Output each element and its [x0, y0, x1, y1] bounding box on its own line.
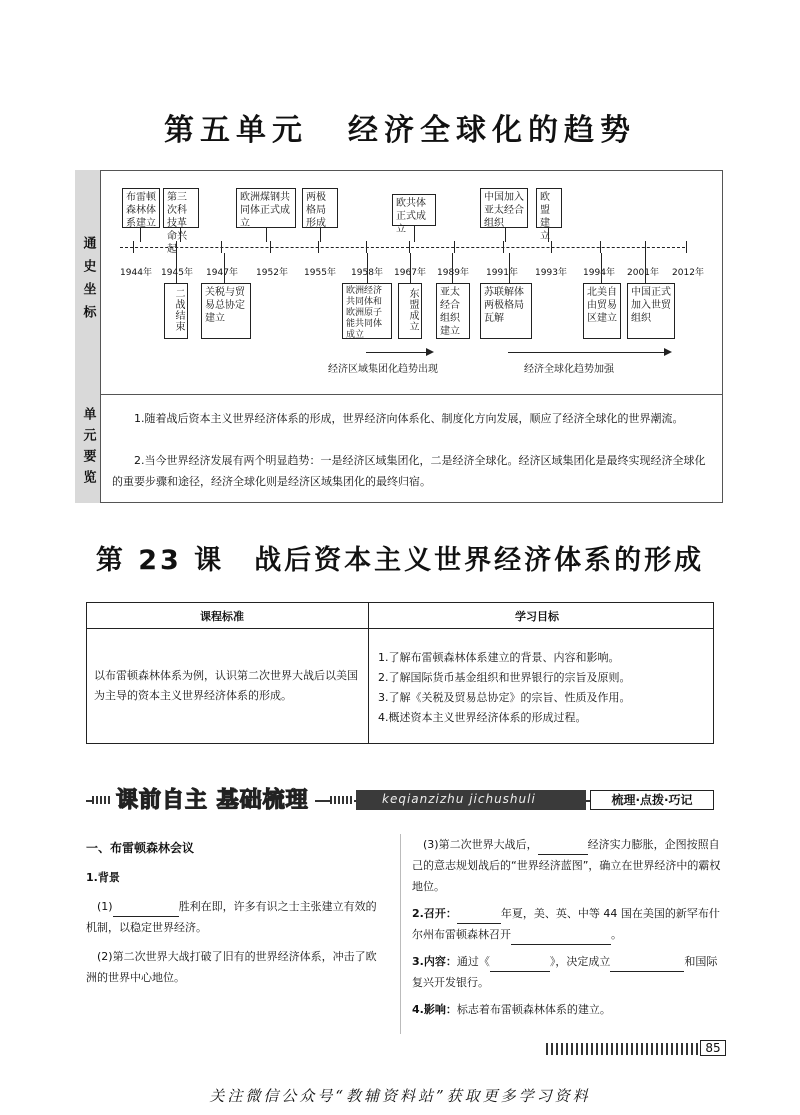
background-item-1: (1) 胜利在即，许多有识之士主张建立有效的机制，以稳定世界经济。 — [86, 900, 377, 934]
subheading-background: 1.背景 — [86, 871, 120, 884]
unit-label: 第五单元 — [164, 113, 308, 148]
year-label: 1991年 — [486, 268, 518, 278]
tick — [503, 241, 504, 253]
event-third-tech-revolution: 第三次科技革命兴起 — [163, 188, 199, 228]
connector — [452, 253, 453, 283]
connector — [505, 228, 506, 242]
lesson-title: 第 23 课 战后资本主义世界经济体系的形成 — [95, 545, 705, 576]
page-stripe — [546, 1043, 698, 1055]
tick — [318, 241, 319, 253]
page-number: 85 — [700, 1040, 726, 1056]
event-nafta: 北美自由贸易区建立 — [583, 283, 621, 339]
year-label: 2012年 — [672, 268, 704, 278]
summary-side-label: 单元要览 — [75, 394, 101, 503]
year-label: 1958年 — [351, 268, 383, 278]
banner-stripe — [330, 796, 354, 804]
year-label: 1989年 — [437, 268, 469, 278]
summary-point-2: 2.当今世界经济发展有两个明显趋势：一是经济区域集团化，二是经济全球化。经济区域集团化是最终实现经济全球化的重要步骤和途径，经济全球化则是经济区域集团化的最终归宿。 — [112, 454, 706, 488]
background-item-3: (3)第二次世界大战后， 经济实力膨胀，企图按照自己的意志规划战后的“世界经济蓝图”，确立在世界经济中的霸权地位。 — [412, 838, 721, 893]
event-ecsc: 欧洲煤钢共同体正式成立 — [236, 188, 296, 228]
tick — [551, 241, 552, 253]
event-asean: 东盟成立 — [398, 283, 422, 339]
timeline-side-label: 通史坐标 — [75, 170, 101, 394]
impact-item: 4.影响：标志着布雷顿森林体系的建立。 — [412, 1003, 611, 1016]
event-ussr-collapse: 苏联解体两极格局瓦解 — [480, 283, 532, 339]
event-eec-euratom: 欧洲经济共同体和欧洲原子能共同体成立 — [342, 283, 392, 339]
year-label: 1993年 — [535, 268, 567, 278]
content-item: 3.内容：通过《 》，决定成立 和国际复兴开发银行。 — [412, 955, 718, 989]
connector — [140, 228, 141, 242]
banner-title: 课前自主 基础梳理 — [110, 783, 315, 814]
event-china-apec: 中国加入亚太经合组织 — [480, 188, 528, 228]
tick — [454, 241, 455, 253]
col-header-goals: 学习目标 — [515, 610, 559, 623]
panel-divider — [75, 394, 723, 395]
event-china-wto: 中国正式加入世贸组织 — [627, 283, 675, 339]
section-heading: 一、布雷顿森林会议 — [86, 841, 195, 855]
goal-item: 2.了解国际货币基金组织和世界银行的宗旨及原则。 — [378, 671, 631, 684]
year-label: 1952年 — [256, 268, 288, 278]
event-gatt: 关税与贸易总协定建立 — [201, 283, 251, 339]
connector — [601, 253, 602, 283]
standard-text: 以布雷顿森林体系为例，认识第二次世界大战后以美国为主导的资本主义世界经济体系的形成。 — [94, 669, 358, 702]
arrow-head-icon — [664, 348, 672, 356]
fill-blank[interactable] — [538, 840, 588, 855]
banner-tag: 梳理·点拨·巧记 — [590, 790, 714, 810]
year-label: 1945年 — [161, 268, 193, 278]
year-label: 1947年 — [206, 268, 238, 278]
connector — [548, 228, 549, 242]
year-label: 1994年 — [583, 268, 615, 278]
trend-label-global: 经济全球化趋势加强 — [524, 364, 614, 375]
unit-title — [0, 105, 800, 149]
connector — [320, 228, 321, 242]
tick — [270, 241, 271, 253]
arrow-head-icon — [426, 348, 434, 356]
content-left-column — [86, 838, 386, 988]
banner-pinyin: keqianzizhu jichushuli — [382, 792, 536, 806]
year-label: 2001年 — [627, 268, 659, 278]
fill-blank[interactable] — [610, 957, 684, 972]
event-bipolar: 两极格局形成 — [302, 188, 338, 228]
year-label: 1967年 — [394, 268, 426, 278]
year-label: 1955年 — [304, 268, 336, 278]
tick — [366, 241, 367, 253]
connector — [224, 253, 225, 283]
column-divider — [400, 834, 401, 1034]
fill-blank[interactable] — [490, 957, 550, 972]
convene-item: 2.召开： 年夏，美、英、中等 44 国在美国的新罕布什尔州布雷顿森林召开 。 — [412, 903, 722, 945]
event-bretton-woods: 布雷顿森林体系建立 — [122, 188, 160, 228]
tick — [600, 241, 601, 253]
tick — [686, 241, 687, 253]
connector — [645, 253, 646, 283]
year-label: 1944年 — [120, 268, 152, 278]
connector — [414, 226, 415, 242]
content-right-column — [412, 834, 722, 1020]
fill-blank[interactable] — [511, 930, 611, 945]
tick — [409, 241, 410, 253]
goals-list — [378, 648, 708, 728]
fill-blank[interactable] — [113, 902, 179, 917]
unit-name: 经济全球化的趋势 — [348, 113, 636, 148]
connector — [266, 228, 267, 242]
event-eu: 欧盟建立 — [536, 188, 562, 228]
tick — [133, 241, 134, 253]
goal-item: 4.概述资本主义世界经济体系的形成过程。 — [378, 711, 587, 724]
fill-blank[interactable] — [457, 909, 501, 924]
summary-point-1: 1.随着战后资本主义世界经济体系的形成，世界经济向体系化、制度化方向发展，顺应了经济全球化的世界潮流。 — [134, 412, 684, 425]
connector — [509, 253, 510, 283]
event-apec: 亚太经合组织建立 — [436, 283, 470, 339]
tick — [221, 241, 222, 253]
trend-label-regional: 经济区域集团化趋势出现 — [328, 364, 438, 375]
trend-arrow — [508, 352, 664, 353]
event-ec: 欧共体正式成立 — [392, 194, 436, 226]
tick — [645, 241, 646, 253]
banner-stripe — [92, 796, 112, 804]
table-divider — [368, 602, 369, 744]
goal-item: 3.了解《关税及贸易总协定》的宗旨、性质及作用。 — [378, 691, 631, 704]
connector — [367, 253, 368, 283]
background-item-2: (2)第二次世界大战打破了旧有的世界经济体系，冲击了欧洲的世界中心地位。 — [86, 950, 377, 984]
col-header-standard: 课程标准 — [200, 610, 244, 623]
footer-note: 关注微信公众号“教辅资料站”获取更多学习资料 — [209, 1087, 591, 1105]
connector — [176, 253, 177, 283]
goal-item: 1.了解布雷顿森林体系建立的背景、内容和影响。 — [378, 651, 620, 664]
connector — [410, 253, 411, 283]
trend-arrow — [366, 352, 426, 353]
tick — [176, 241, 177, 253]
connector — [180, 228, 181, 242]
event-ww2-end: 二战结束 — [164, 283, 188, 339]
